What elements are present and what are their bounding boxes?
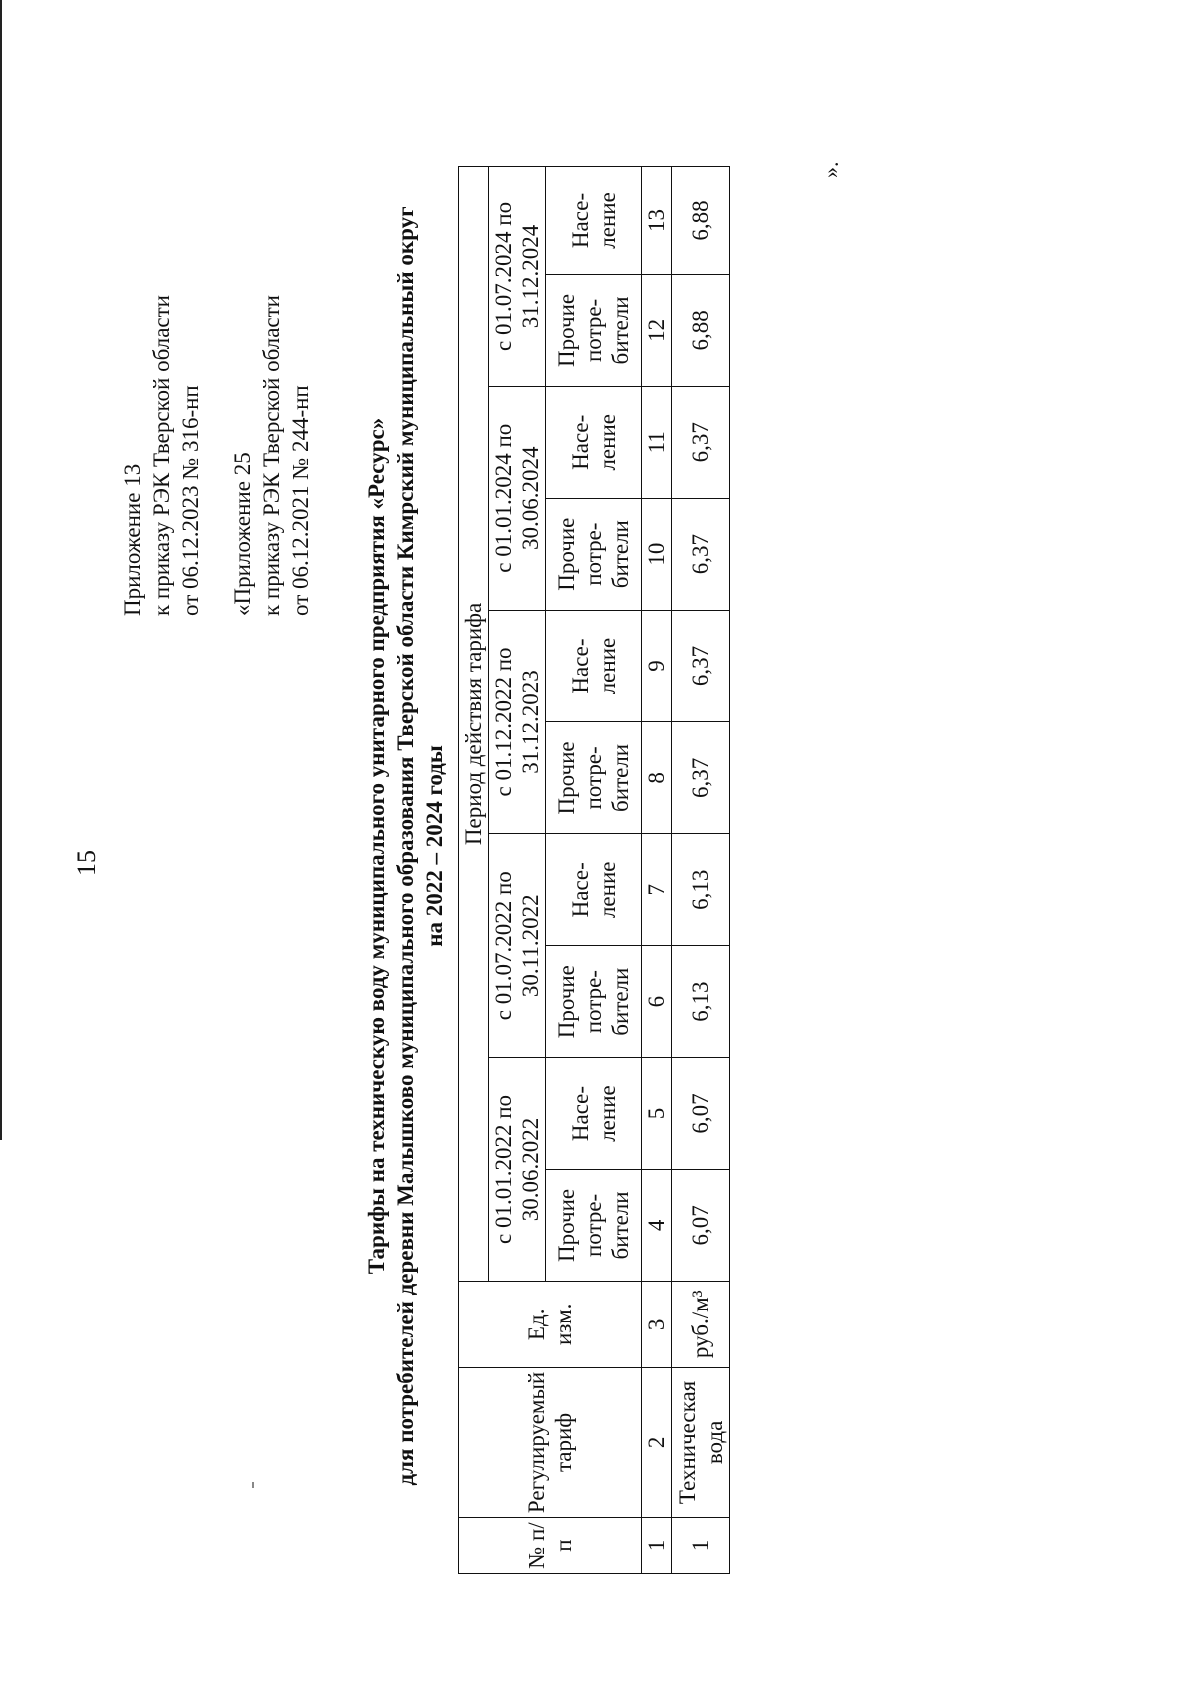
tariff-value: 6,88 xyxy=(672,167,730,275)
period-header: с 01.12.2022 по 31.12.2023 xyxy=(489,610,546,834)
appendix-current-line1: Приложение 13 xyxy=(120,463,145,616)
column-number: 3 xyxy=(642,1281,672,1367)
row-no: 1 xyxy=(672,1518,730,1574)
tariff-value: 6,13 xyxy=(672,834,730,946)
tariff-table xyxy=(458,166,730,1574)
consumer-population-header: Насе-ление xyxy=(546,610,642,722)
row-tariff: Техническая вода xyxy=(672,1367,730,1517)
column-number: 7 xyxy=(642,834,672,946)
column-number: 6 xyxy=(642,946,672,1058)
table-row xyxy=(672,167,730,1574)
period-header: с 01.07.2022 по 30.11.2022 xyxy=(489,834,546,1058)
column-number: 8 xyxy=(642,722,672,834)
appendix-previous-line2: к приказу РЭК Тверской области xyxy=(259,295,284,616)
tariff-value: 6,13 xyxy=(672,946,730,1058)
title-line1: Тарифы на техническую воду муниципального унитарного предприятия «Ресурс» xyxy=(364,417,389,1275)
column-number: 10 xyxy=(642,498,672,610)
consumer-population-header: Насе-ление xyxy=(546,386,642,498)
appendix-previous xyxy=(228,295,315,616)
consumer-other-header: Прочие потре-бители xyxy=(546,498,642,610)
appendix-current xyxy=(118,295,205,616)
column-number-row xyxy=(642,167,672,1574)
consumer-other-header: Прочие потре-бители xyxy=(546,946,642,1058)
header-tariff: Регулируемый тариф xyxy=(459,1367,642,1517)
column-number: 12 xyxy=(642,274,672,386)
consumer-population-header: Насе-ление xyxy=(546,167,642,275)
header-no: № п/п xyxy=(459,1518,642,1574)
column-number: 2 xyxy=(642,1367,672,1517)
document-title xyxy=(362,96,449,1596)
period-header: с 01.01.2024 по 30.06.2024 xyxy=(489,386,546,610)
page-number: 15 xyxy=(72,850,101,876)
column-number: 9 xyxy=(642,610,672,722)
appendix-previous-line3: от 06.12.2021 № 244-нп xyxy=(288,385,313,616)
tariff-value: 6,88 xyxy=(672,274,730,386)
tariff-value: 6,37 xyxy=(672,498,730,610)
column-number: 4 xyxy=(642,1169,672,1281)
header-unit: Ед. изм. xyxy=(459,1281,642,1367)
tariff-value: 6,37 xyxy=(672,610,730,722)
tariff-value: 6,07 xyxy=(672,1169,730,1281)
period-header: с 01.07.2024 по 31.12.2024 xyxy=(489,167,546,387)
consumer-other-header: Прочие потре-бители xyxy=(546,274,642,386)
tariff-value: 6,07 xyxy=(672,1058,730,1170)
consumer-population-header: Насе-ление xyxy=(546,834,642,946)
consumer-population-header: Насе-ление xyxy=(546,1058,642,1170)
column-number: 13 xyxy=(642,167,672,275)
tariff-value: 6,37 xyxy=(672,386,730,498)
period-header: с 01.01.2022 по 30.06.2022 xyxy=(489,1058,546,1282)
appendix-current-line2: к приказу РЭК Тверской области xyxy=(149,295,174,616)
column-number: 1 xyxy=(642,1518,672,1574)
tariff-value: 6,37 xyxy=(672,722,730,834)
consumer-other-header: Прочие потре-бители xyxy=(546,1169,642,1281)
title-line2: для потребителей деревни Малышково муниципального образования Тверской области Кимрский муниципальный округ xyxy=(393,206,418,1486)
column-number: 11 xyxy=(642,386,672,498)
row-unit: руб./м³ xyxy=(672,1281,730,1367)
column-number: 5 xyxy=(642,1058,672,1170)
header-period: Период действия тарифа xyxy=(459,167,489,1282)
title-line3: на 2022 – 2024 годы xyxy=(422,745,447,947)
consumer-other-header: Прочие потре-бители xyxy=(546,722,642,834)
appendix-previous-line1: «Приложение 25 xyxy=(230,452,255,616)
appendix-current-line3: от 06.12.2023 № 316-нп xyxy=(178,385,203,616)
closing-quote-mark: ». xyxy=(818,161,843,178)
